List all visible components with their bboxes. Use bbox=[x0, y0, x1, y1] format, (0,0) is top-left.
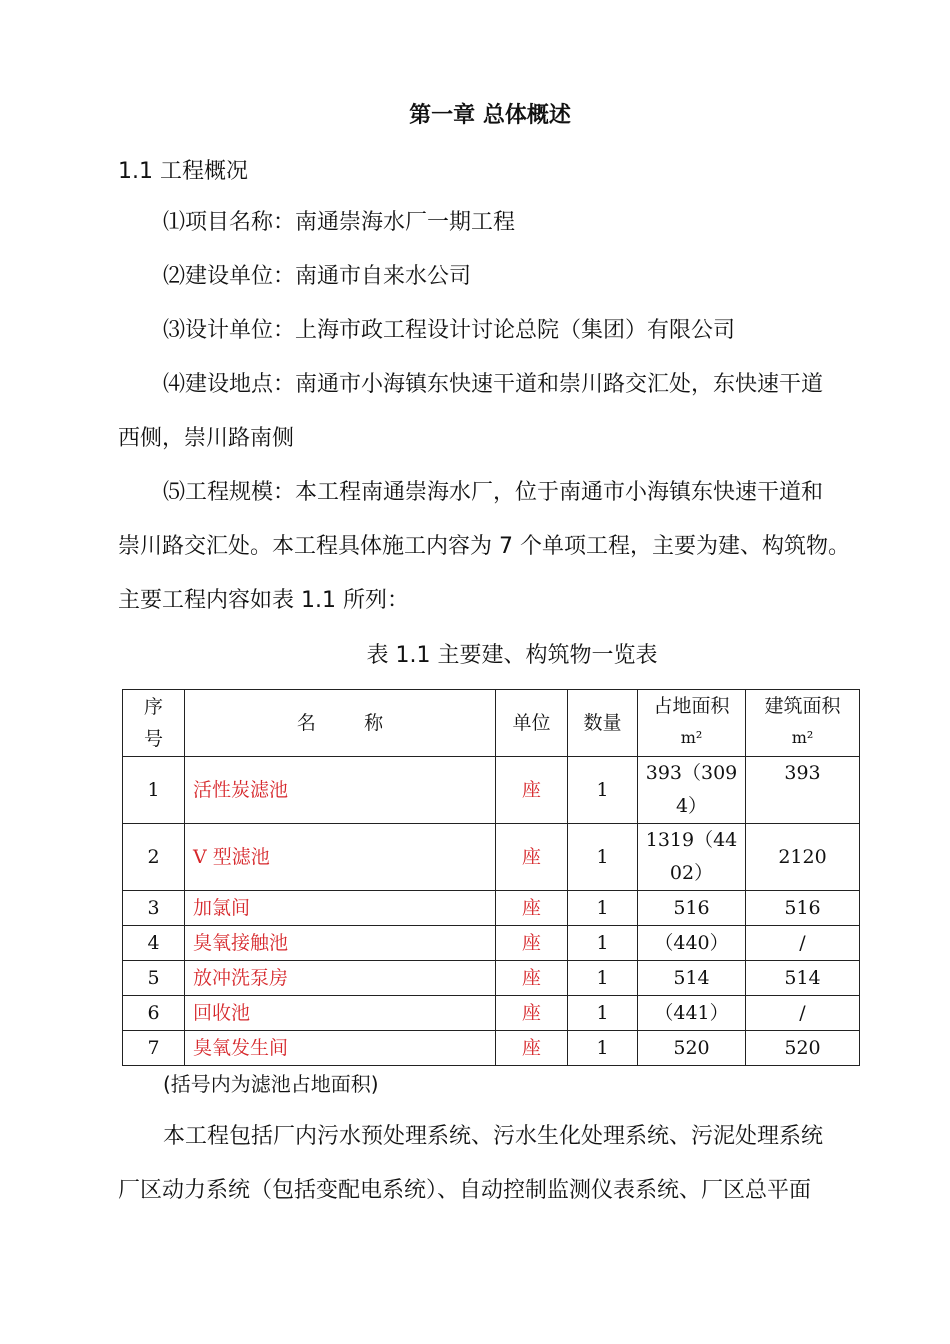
cell-land-area bbox=[638, 824, 746, 891]
cell-land-area-line1: 1319（44 bbox=[645, 829, 738, 851]
paragraph-designer: ⑶设计单位：上海市政工程设计讨论总院（集团）有限公司 bbox=[163, 318, 736, 343]
header-name: 名 称 bbox=[185, 690, 496, 757]
closing-paragraph-line2: 厂区动力系统（包括变配电系统）、自动控制监测仪表系统、厂区总平面 bbox=[118, 1178, 812, 1203]
cell-land-area-line2: 4） bbox=[675, 795, 708, 817]
cell-name: 臭氧接触池 bbox=[185, 926, 496, 961]
cell-no: 6 bbox=[123, 996, 185, 1031]
cell-unit: 座 bbox=[496, 891, 568, 926]
table-caption: 表 1.1 主要建、构筑物一览表 bbox=[366, 643, 658, 668]
table-row bbox=[123, 961, 860, 996]
section-title: 1.1 工程概况 bbox=[118, 159, 248, 184]
cell-build-area: 2120 bbox=[746, 824, 860, 891]
cell-no: 7 bbox=[123, 1031, 185, 1066]
cell-name: 活性炭滤池 bbox=[185, 757, 496, 824]
cell-name: 加氯间 bbox=[185, 891, 496, 926]
cell-build-area: 393 bbox=[746, 757, 860, 824]
table-row bbox=[123, 926, 860, 961]
header-qty: 数量 bbox=[568, 690, 638, 757]
cell-land-area-line2: 02） bbox=[669, 862, 714, 884]
cell-name: 放冲洗泵房 bbox=[185, 961, 496, 996]
cell-name: 臭氧发生间 bbox=[185, 1031, 496, 1066]
cell-land-area: 520 bbox=[638, 1031, 746, 1066]
table-row bbox=[123, 996, 860, 1031]
cell-land-area-line1: 393（309 bbox=[645, 762, 738, 784]
table-note: (括号内为滤池占地面积) bbox=[163, 1072, 379, 1096]
cell-unit: 座 bbox=[496, 926, 568, 961]
header-build-area-unit: m² bbox=[791, 728, 814, 747]
header-no-line2: 号 bbox=[143, 728, 163, 750]
table-row bbox=[123, 824, 860, 891]
cell-name: 回收池 bbox=[185, 996, 496, 1031]
header-build-area bbox=[746, 690, 860, 757]
cell-qty: 1 bbox=[568, 757, 638, 824]
cell-land-area: 514 bbox=[638, 961, 746, 996]
cell-land-area: （440） bbox=[638, 926, 746, 961]
table-row bbox=[123, 1031, 860, 1066]
cell-build-area: 516 bbox=[746, 891, 860, 926]
paragraph-project-name: ⑴项目名称：南通崇海水厂一期工程 bbox=[163, 210, 516, 235]
cell-build-area: / bbox=[746, 926, 860, 961]
buildings-table bbox=[122, 689, 860, 1066]
paragraph-location-line2: 西侧，崇川路南侧 bbox=[118, 426, 295, 451]
header-unit: 单位 bbox=[496, 690, 568, 757]
cell-unit: 座 bbox=[496, 961, 568, 996]
header-no bbox=[123, 690, 185, 757]
cell-qty: 1 bbox=[568, 1031, 638, 1066]
cell-no: 1 bbox=[123, 757, 185, 824]
cell-unit: 座 bbox=[496, 1031, 568, 1066]
cell-qty: 1 bbox=[568, 824, 638, 891]
cell-qty: 1 bbox=[568, 926, 638, 961]
paragraph-scale-line3: 主要工程内容如表 1.1 所列： bbox=[118, 588, 409, 613]
cell-build-area: 514 bbox=[746, 961, 860, 996]
cell-land-area: 516 bbox=[638, 891, 746, 926]
header-land-area-label: 占地面积 bbox=[653, 695, 730, 717]
header-build-area-label: 建筑面积 bbox=[764, 695, 841, 717]
table-row bbox=[123, 891, 860, 926]
cell-unit: 座 bbox=[496, 996, 568, 1031]
cell-build-area: / bbox=[746, 996, 860, 1031]
cell-no: 2 bbox=[123, 824, 185, 891]
paragraph-scale-line1: ⑸工程规模：本工程南通崇海水厂，位于南通市小海镇东快速干道和 bbox=[163, 480, 824, 505]
cell-no: 5 bbox=[123, 961, 185, 996]
cell-qty: 1 bbox=[568, 996, 638, 1031]
cell-build-area: 520 bbox=[746, 1031, 860, 1066]
paragraph-owner: ⑵建设单位：南通市自来水公司 bbox=[163, 264, 472, 289]
cell-unit: 座 bbox=[496, 757, 568, 824]
table-header-row bbox=[123, 690, 860, 757]
paragraph-scale-line2: 崇川路交汇处。本工程具体施工内容为 7 个单项工程，主要为建、构筑物。 bbox=[118, 534, 850, 559]
table-row bbox=[123, 757, 860, 824]
paragraph-location-line1: ⑷建设地点：南通市小海镇东快速干道和崇川路交汇处，东快速干道 bbox=[163, 372, 824, 397]
cell-no: 3 bbox=[123, 891, 185, 926]
cell-unit: 座 bbox=[496, 824, 568, 891]
cell-qty: 1 bbox=[568, 961, 638, 996]
cell-qty: 1 bbox=[568, 891, 638, 926]
cell-no: 4 bbox=[123, 926, 185, 961]
cell-land-area: （441） bbox=[638, 996, 746, 1031]
closing-paragraph-line1: 本工程包括厂内污水预处理系统、污水生化处理系统、污泥处理系统 bbox=[163, 1124, 824, 1149]
header-land-area-unit: m² bbox=[680, 728, 703, 747]
cell-land-area bbox=[638, 757, 746, 824]
header-land-area bbox=[638, 690, 746, 757]
chapter-title: 第一章 总体概述 bbox=[409, 103, 571, 128]
header-no-line1: 序 bbox=[143, 696, 163, 718]
cell-name: V 型滤池 bbox=[185, 824, 496, 891]
